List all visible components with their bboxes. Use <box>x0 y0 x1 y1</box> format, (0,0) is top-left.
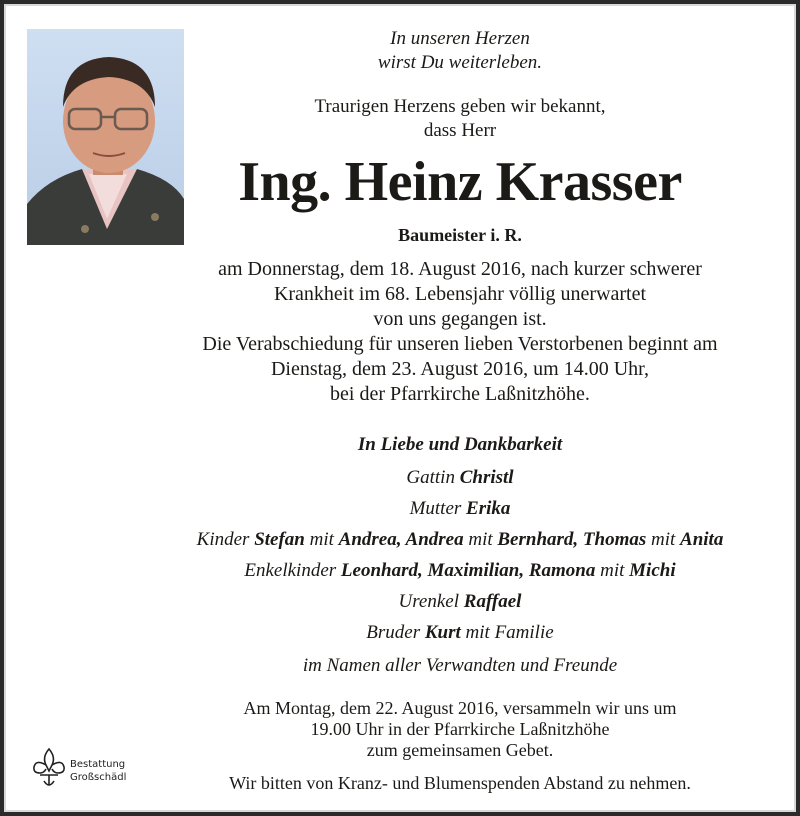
mourner-children <box>120 527 800 553</box>
mourner-connector: mit Familie <box>465 622 554 643</box>
mourner-name: Bernhard, Thomas <box>497 529 647 550</box>
mourner-connector: mit <box>600 560 625 581</box>
intro <box>270 95 650 143</box>
mourner-label: Enkelkinder <box>244 560 337 581</box>
mourner-grandchildren <box>120 558 800 584</box>
intro-line-2: dass Herr <box>423 120 497 141</box>
announcement-line: Dienstag, dem 23. August 2016, um 14.00 Uhr, <box>270 358 650 380</box>
mourners-closing: im Namen aller Verwandten und Freunde <box>302 655 618 676</box>
motto <box>310 27 610 75</box>
mourner-name: Michi <box>629 560 676 581</box>
portrait-photo <box>27 29 184 245</box>
mourner-name: Erika <box>466 498 511 519</box>
prayer-line: 19.00 Uhr in der Pfarrkirche Laßnitzhöhe <box>310 719 610 739</box>
mourner-label: Bruder <box>366 622 421 643</box>
announcement-line: bei der Pfarrkirche Laßnitzhöhe. <box>330 383 590 405</box>
mourner-brother <box>120 620 800 646</box>
prayer-line: Am Montag, dem 22. August 2016, versammeln wir uns um <box>243 698 677 718</box>
deceased-title: Baumeister i. R. <box>398 225 522 245</box>
mourner-label: Kinder <box>196 529 250 550</box>
mourner-label: Mutter <box>409 498 462 519</box>
motto-line-2: wirst Du weiterleben. <box>377 52 543 73</box>
motto-line-1: In unseren Herzen <box>390 28 530 49</box>
mourner-name: Anita <box>680 529 724 550</box>
mourner-connector: mit <box>468 529 493 550</box>
mourner-wife <box>120 465 800 491</box>
announcement-line: Krankheit im 68. Lebensjahr völlig unerwartet <box>273 283 647 305</box>
undertaker-line-1: Bestattung <box>70 759 126 770</box>
intro-line-1: Traurigen Herzens geben wir bekannt, <box>314 96 606 117</box>
undertaker-line-2: Großschädl <box>70 772 127 783</box>
prayer-line: zum gemeinsamen Gebet. <box>366 740 554 760</box>
mourner-name: Andrea, Andrea <box>338 529 464 550</box>
mourner-connector: mit <box>309 529 334 550</box>
prayer-notice <box>140 698 780 761</box>
mourner-name: Christl <box>459 467 514 488</box>
undertaker-logo <box>30 745 140 795</box>
deceased-name: Ing. Heinz Krasser <box>238 151 682 213</box>
mourner-name: Stefan <box>254 529 305 550</box>
flower-request: Wir bitten von Kranz- und Blumenspenden Abstand zu nehmen. <box>229 773 691 793</box>
mourner-name: Kurt <box>424 622 461 643</box>
mourner-greatgrandchild <box>120 589 800 615</box>
announcement-line: am Donnerstag, dem 18. August 2016, nach kurzer schwerer <box>218 258 702 280</box>
announcement-line: Die Verabschiedung für unseren lieben Verstorbenen beginnt am <box>202 333 718 355</box>
mourner-label: Urenkel <box>398 591 460 612</box>
mourner-mother <box>120 496 800 522</box>
announcement <box>120 257 800 407</box>
mourner-name: Leonhard, Maximilian, Ramona <box>340 560 596 581</box>
mourner-connector: mit <box>651 529 676 550</box>
announcement-line: von uns gegangen ist. <box>373 308 547 330</box>
fleur-de-lis-icon <box>30 745 68 791</box>
mourner-name: Raffael <box>463 591 522 612</box>
mourner-label: Gattin <box>406 467 455 488</box>
mourners-heading: In Liebe und Dankbarkeit <box>357 434 563 455</box>
